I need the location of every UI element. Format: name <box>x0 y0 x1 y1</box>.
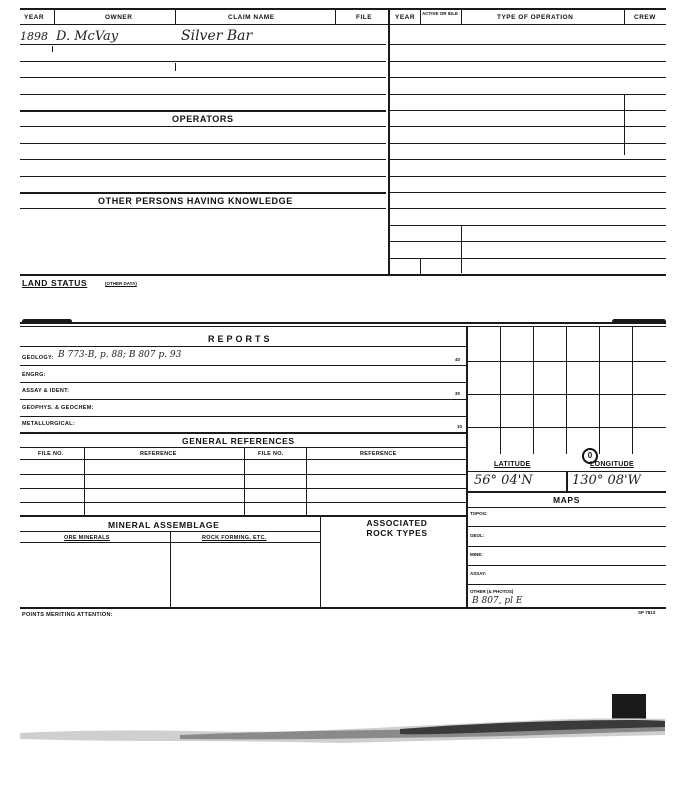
grid-col <box>566 326 567 454</box>
header-year: YEAR <box>24 14 45 21</box>
maps-other-label: OTHER (& PHOTOS) <box>470 589 514 594</box>
operation-row-rule <box>390 192 666 193</box>
operation-row-rule <box>390 176 666 177</box>
gen-ref-rule <box>20 474 466 475</box>
header-claim-name: CLAIM NAME <box>228 14 275 21</box>
grid-col <box>632 326 633 454</box>
operation-row-rule <box>390 77 666 78</box>
header-owner: OWNER <box>105 14 133 21</box>
assay-number: 30 <box>455 391 461 396</box>
associated-rock-types-heading: ASSOCIATED ROCK TYPES <box>366 518 428 538</box>
reports-rule <box>20 346 466 347</box>
grid-row <box>466 427 666 428</box>
operation-row-rule <box>390 61 666 62</box>
other-persons-rule <box>20 208 386 209</box>
maps-rule <box>466 507 666 508</box>
operators-row-rule <box>20 143 386 144</box>
gen-ref-rule <box>20 459 466 460</box>
maps-topog-label: TOPOG: <box>470 511 488 516</box>
assay-ident-label: ASSAY & IDENT: <box>22 388 70 394</box>
grid-col <box>500 326 501 454</box>
form-bottom-rule <box>20 607 666 609</box>
gen-ref-col-rule <box>84 447 85 516</box>
header-divider <box>335 8 336 24</box>
reports-rule <box>20 365 466 366</box>
operation-column-rule <box>461 225 462 273</box>
owner-row-rule <box>20 61 386 62</box>
operators-row-rule <box>20 159 386 160</box>
general-references-heading: GENERAL REFERENCES <box>182 436 295 446</box>
operation-row-rule <box>390 208 666 209</box>
owner-tick <box>175 63 176 71</box>
grid-col <box>599 326 600 454</box>
geophys-label: GEOPHYS. & GEOCHEM: <box>22 405 94 411</box>
form-code: SP 7813 <box>638 610 656 615</box>
engrg-label: ENGRG: <box>22 372 46 378</box>
header-divider <box>420 8 421 24</box>
reports-rule <box>20 399 466 400</box>
reports-heading: REPORTS <box>208 334 273 344</box>
entry-owner: D. McVay <box>56 29 119 44</box>
longitude-value: 130° 08'W <box>572 473 641 488</box>
operators-heading: OPERATORS <box>172 114 234 124</box>
land-status-note: (OTHER DATA) <box>105 281 137 286</box>
maps-top-rule <box>466 491 666 493</box>
other-persons-top-rule <box>20 192 386 194</box>
top-border <box>20 8 666 10</box>
operation-column-rule <box>420 258 421 274</box>
metallurgical-label: METALLURGICAL: <box>22 421 75 427</box>
rock-forming-label: ROCK FORMING, ETC. <box>202 535 267 541</box>
entry-claim-name: Silver Bar <box>181 28 253 44</box>
maps-rule <box>466 526 666 527</box>
grid-row <box>466 361 666 362</box>
grid-col <box>533 326 534 454</box>
geology-number: 40 <box>455 357 461 362</box>
mineral-assemblage-heading: MINERAL ASSEMBLAGE <box>108 520 220 530</box>
operators-row-rule <box>20 176 386 177</box>
gen-ref-rule <box>20 488 466 489</box>
entry-year: 1898 <box>20 30 48 43</box>
header-crew: CREW <box>634 14 656 21</box>
geology-value: B 773-B, p. 88; B 807 p. 93 <box>58 350 182 360</box>
crew-column-rule <box>624 95 625 155</box>
operation-row-rule <box>390 225 666 226</box>
header-active-or-idle: ACTIVE OR IDLE <box>422 11 459 16</box>
maps-heading: MAPS <box>553 495 580 505</box>
land-status-heading: LAND STATUS <box>22 278 88 288</box>
gen-ref-bottom-rule <box>20 515 466 517</box>
geology-label: GEOLOGY: <box>22 355 54 361</box>
gen-ref-col-file-no-2: FILE NO. <box>258 451 284 457</box>
reports-top-rule <box>20 322 666 324</box>
header-divider <box>175 8 176 24</box>
owner-row-rule <box>20 44 386 45</box>
maps-geol-label: GEOL: <box>470 533 485 538</box>
maps-mine-label: MINE: <box>470 552 483 557</box>
gen-ref-col-rule <box>244 447 245 516</box>
scan-noise-streak <box>20 705 670 765</box>
reports-top-rule-2 <box>20 326 666 327</box>
upper-section-bottom <box>20 274 666 276</box>
maps-rule <box>466 546 666 547</box>
points-meriting-attention-label: POINTS MERITING ATTENTION: <box>22 612 113 618</box>
longitude-label: LONGITUDE <box>590 461 634 468</box>
other-persons-heading: OTHER PERSONS HAVING KNOWLEDGE <box>98 196 293 206</box>
ore-minerals-label: ORE MINERALS <box>64 535 110 541</box>
operation-row-rule <box>390 241 666 242</box>
location-circle-mark: 0 <box>582 448 598 464</box>
grid-row <box>466 394 666 395</box>
maps-other-value: B 807, pl E <box>472 596 523 606</box>
gen-ref-col-reference-2: REFERENCE <box>360 451 397 457</box>
operation-row-rule <box>390 159 666 160</box>
operators-row-rule <box>20 126 386 127</box>
gen-ref-col-rule <box>306 447 307 516</box>
operation-row-rule <box>390 44 666 45</box>
gen-ref-rule <box>20 502 466 503</box>
gen-ref-col-reference-1: REFERENCE <box>140 451 177 457</box>
owner-row-rule <box>20 77 386 78</box>
latlong-divider <box>566 471 568 491</box>
reports-rule <box>20 416 466 417</box>
gen-ref-rule <box>20 447 466 448</box>
header-divider <box>461 8 462 24</box>
main-vertical-divider <box>388 8 390 274</box>
operators-top-rule <box>20 110 386 112</box>
header-type-of-operation: TYPE OF OPERATION <box>497 14 574 21</box>
latitude-value: 56° 04'N <box>474 473 533 488</box>
maps-rule <box>466 584 666 585</box>
maps-assay-label: ASSAY: <box>470 571 487 576</box>
mineral-col-rule <box>320 516 321 607</box>
header-bottom-rule <box>20 24 666 25</box>
header-divider <box>624 8 625 24</box>
latitude-label: LATITUDE <box>494 461 531 468</box>
header-divider <box>54 8 55 24</box>
maps-rule <box>466 565 666 566</box>
gen-ref-col-file-no-1: FILE NO. <box>38 451 64 457</box>
metallurgical-number: 10 <box>457 424 463 429</box>
owner-row-rule <box>20 94 386 95</box>
header-year-2: YEAR <box>395 14 416 21</box>
mineral-col-rule <box>170 531 171 607</box>
owner-tick <box>52 46 53 52</box>
operation-row-rule <box>390 258 666 259</box>
header-file: FILE <box>356 14 373 21</box>
reports-rule <box>20 432 466 434</box>
reports-rule <box>20 382 466 383</box>
